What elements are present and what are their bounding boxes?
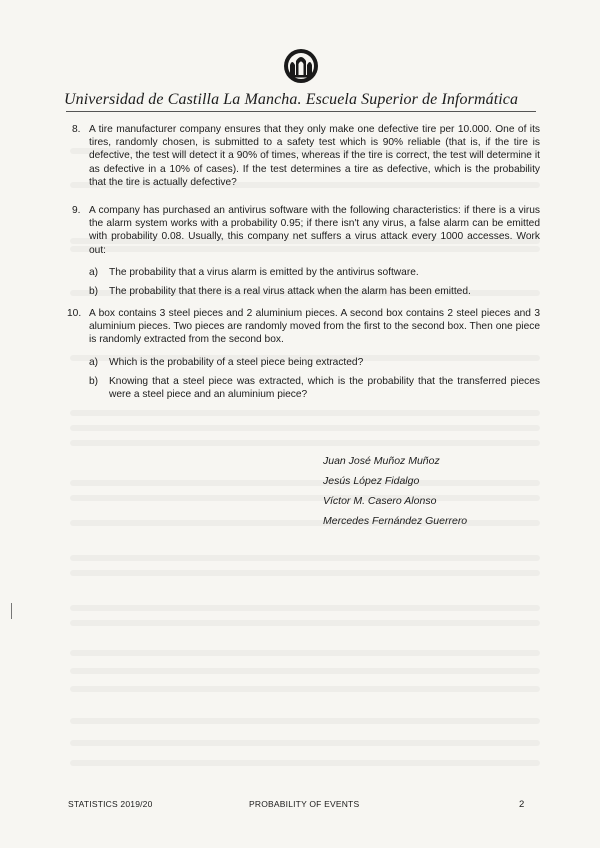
header-rule: [66, 111, 536, 112]
sub-question-b: [89, 285, 540, 298]
problem-10: [67, 307, 540, 401]
sub-question-label: b): [89, 286, 99, 298]
problem-text: A tire manufacturer company ensures that they only make one defective tire per 10.000. One of its tires, randomly chosen, is submitted to a safety test which is 90% reliable (that is, if the tire is defective, the test will detect it a 90% of times, whereas if the tire is correct, the test will determine it as defective in a 10% of cases). If the test determines a tire as defective, which is the probability that the tire is actually defective?: [89, 124, 540, 188]
footer-course: STATISTICS 2019/20: [68, 799, 153, 809]
sub-question-label: a): [89, 266, 99, 278]
page-header-title: Universidad de Castilla La Mancha. Escuela Superior de Informática: [64, 91, 519, 108]
author-name: Juan José Muñoz Muñoz: [323, 455, 440, 467]
author-name: Mercedes Fernández Guerrero: [323, 515, 468, 527]
sub-question-text: Knowing that a steel piece was extracted, which is the probability that the transferred pieces were a steel piece and an aluminium piece?: [109, 375, 540, 401]
sub-question-a: [89, 356, 540, 369]
problem-number: 8.: [72, 124, 81, 135]
problem-9: [72, 204, 540, 298]
problem-number: 10.: [67, 308, 82, 319]
sub-question-text: Which is the probability of a steel piece being extracted?: [109, 356, 364, 368]
sub-question-label: b): [89, 375, 99, 387]
footer-page-number: 2: [519, 799, 525, 810]
authors-block: [323, 451, 467, 531]
problem-number: 9.: [72, 205, 81, 216]
footer-topic: PROBABILITY OF EVENTS: [249, 799, 360, 809]
problem-8: [72, 123, 540, 189]
university-logo-icon: [283, 48, 319, 84]
sub-question-b: [89, 375, 540, 401]
margin-mark: [11, 603, 12, 619]
author-name: Jesús López Fidalgo: [323, 475, 420, 487]
sub-question-label: a): [89, 356, 99, 368]
sub-question-text: The probability that a virus alarm is emitted by the antivirus software.: [109, 266, 419, 278]
author-name: Víctor M. Casero Alonso: [323, 495, 437, 507]
problem-text: A company has purchased an antivirus software with the following characteristics: if there is a virus the alarm system works with a probability 0.95; if there isn't any virus, a false alarm can be emitted with probability 0.08. Usually, this company net suffers a virus attack every 1000 accesses. Work out:: [89, 205, 540, 256]
problem-text: A box contains 3 steel pieces and 2 aluminium pieces. A second box contains 2 steel pieces and 3 aluminium pieces. Two pieces are randomly moved from the first to the second box. Then one piece is randomly extracted from the second box.: [89, 308, 540, 346]
sub-question-text: The probability that there is a real virus attack when the alarm has been emitted.: [109, 286, 471, 298]
sub-question-a: [89, 266, 540, 279]
